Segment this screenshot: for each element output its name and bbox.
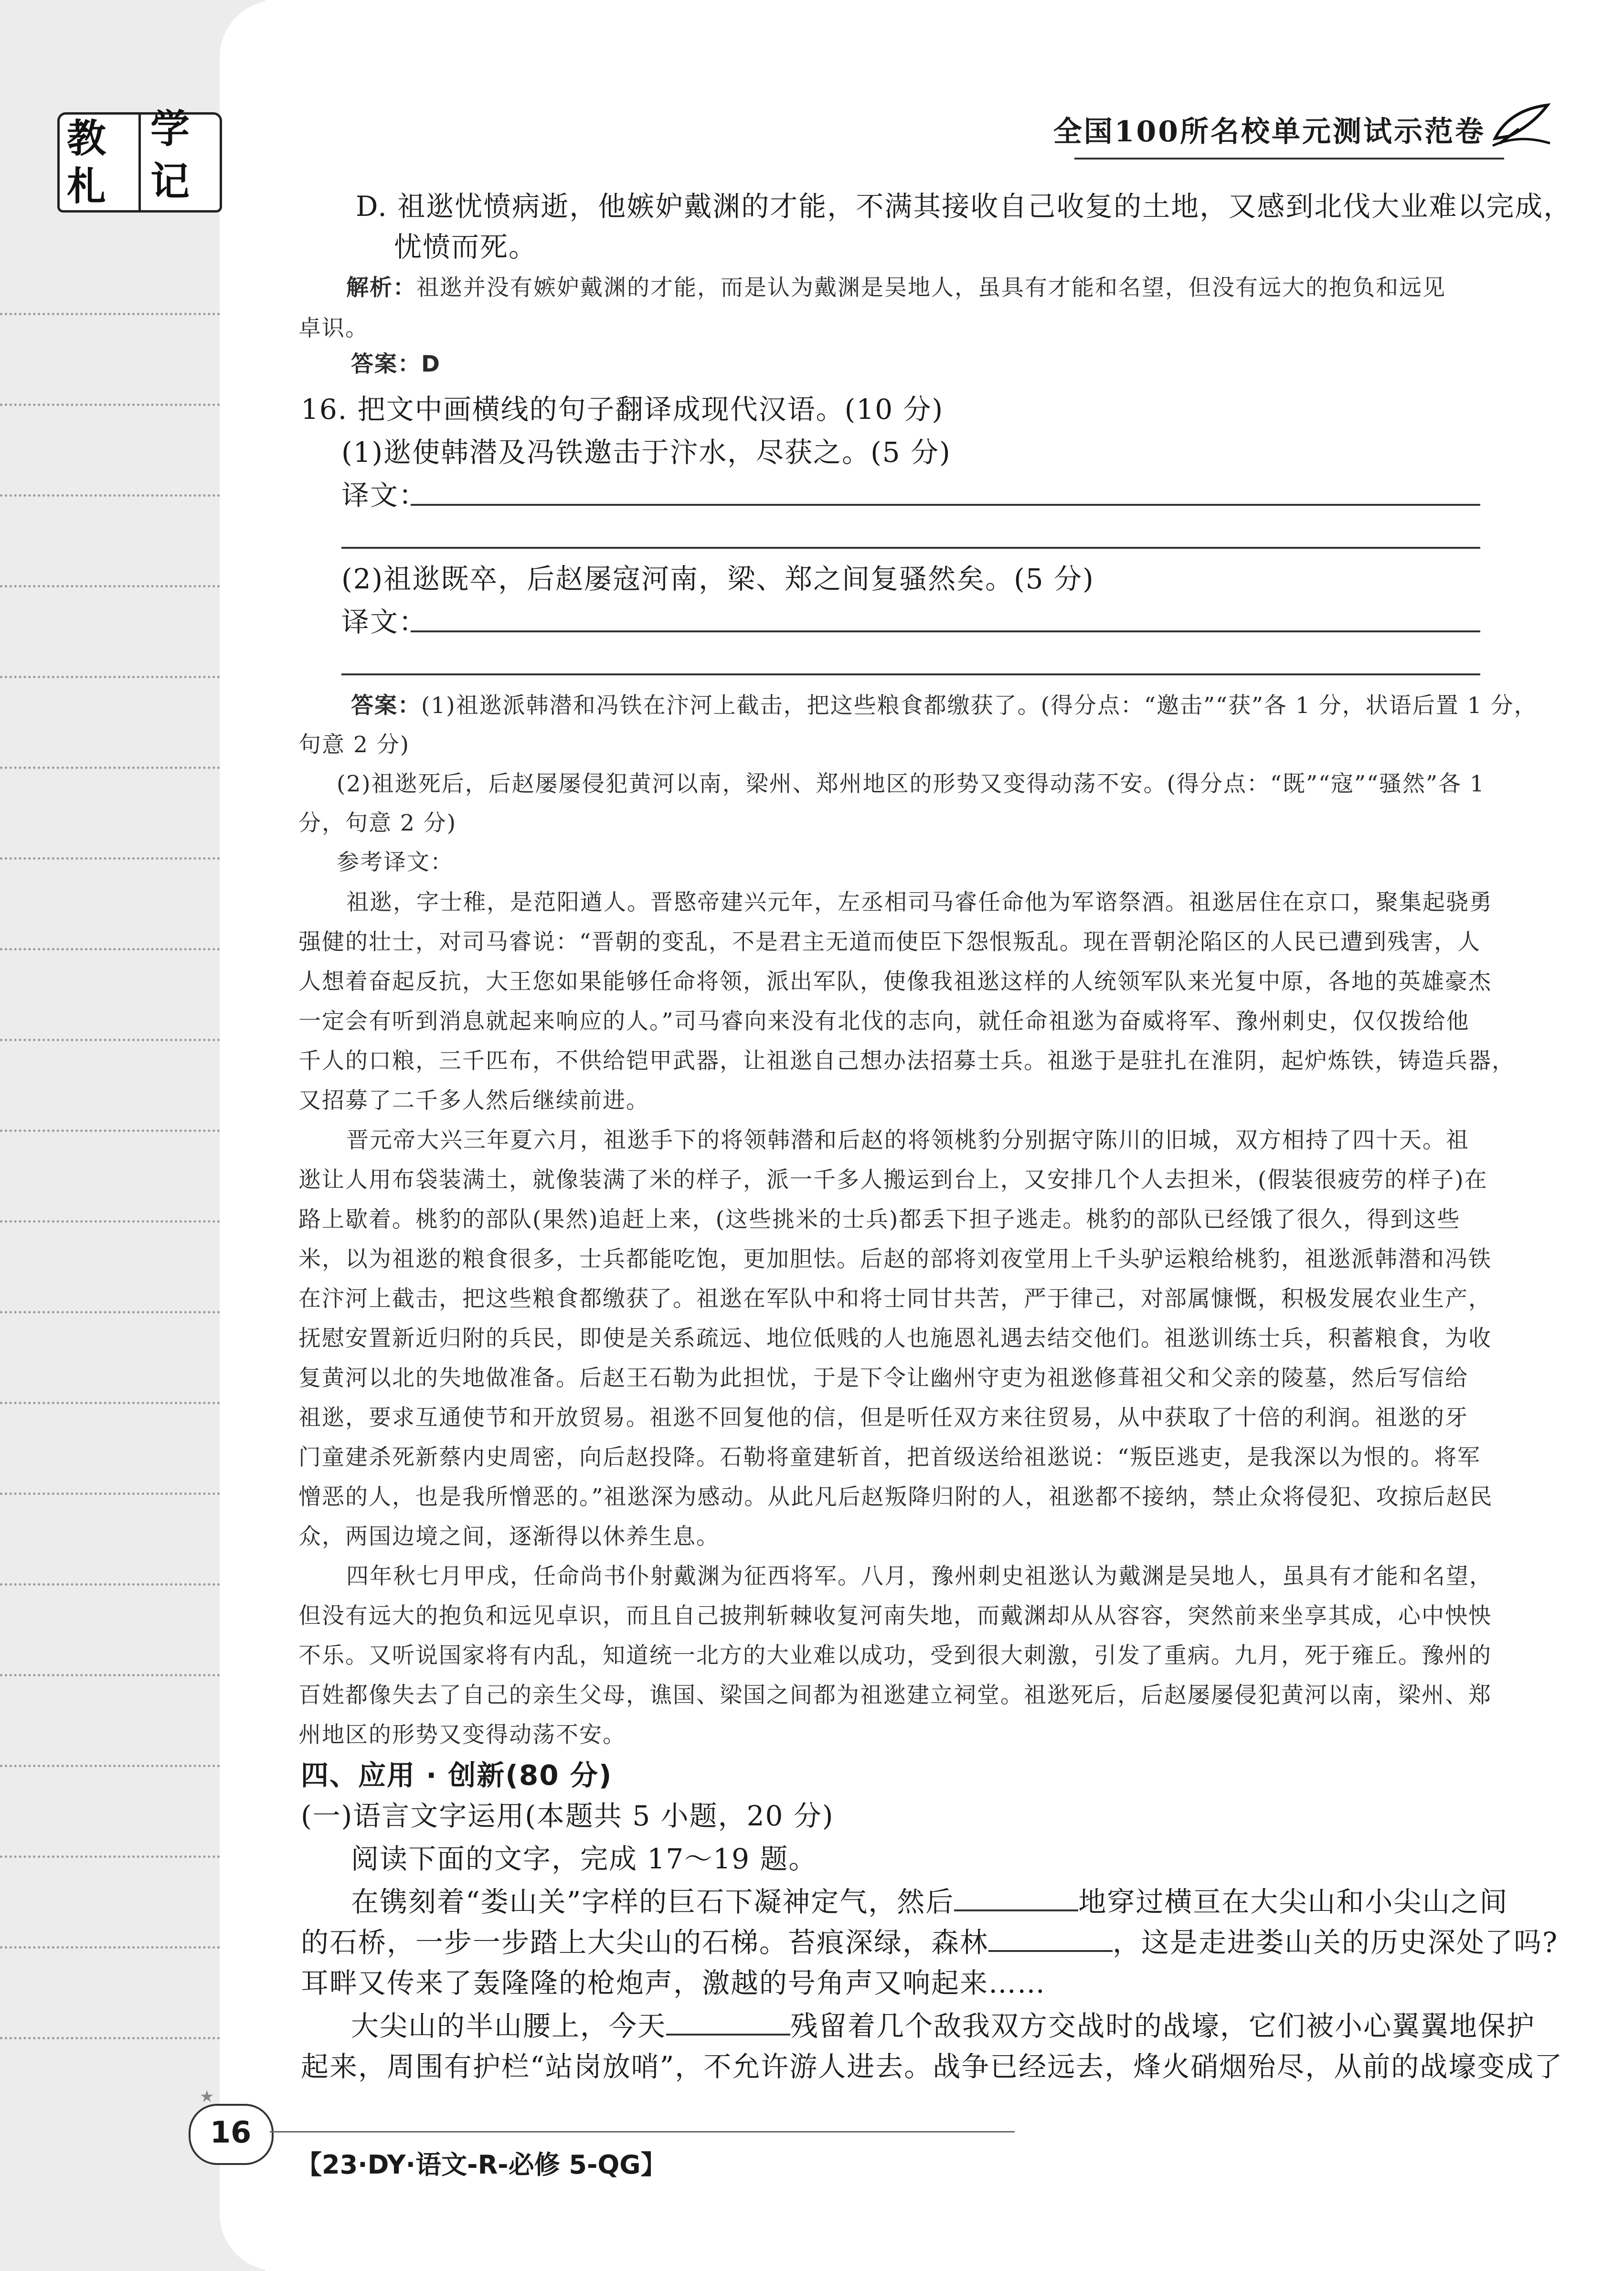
footer-rule <box>270 2131 1015 2132</box>
ref-line: 复黄河以北的失地做准备。后赵王石勒为此担忧，于是下令让幽州守吏为祖逖修葺祖父和父亲的陵墓，然后写信给 <box>298 1365 1468 1391</box>
note-line <box>0 1220 248 1223</box>
instruction: 阅读下面的文字，完成 17～19 题。 <box>351 1843 817 1875</box>
ref-line: 在汴河上截击，把这些粮食都缴获了。祖逖在军队中和将士同甘共苦，严于律己，对部属慷慨，积极发展农业生产， <box>298 1286 1492 1312</box>
option-d-line: D. 祖逖忧愤病逝，他嫉妒戴渊的才能，不满其接收自己收复的土地，又感到北伐大业难以完成， <box>356 190 1572 223</box>
page-number: 16 <box>210 2115 252 2150</box>
ref-line: 晋元帝大兴三年夏六月，祖逖手下的将领韩潜和后赵的将领桃豹分别据守陈川的旧城，双方相持了四十天。祖 <box>346 1127 1469 1153</box>
answer-blank-line[interactable] <box>411 630 1480 632</box>
passage-text: 起来，周围有护栏“站岗放哨”，不允许游人进去。战争已经远去，烽火硝烟殆尽，从前的战壕变成了 <box>301 2050 1563 2083</box>
answer-label: 答案： <box>351 693 421 719</box>
note-line <box>0 1311 248 1313</box>
note-line <box>0 1493 248 1495</box>
note-line <box>0 494 248 497</box>
note-line <box>0 1855 248 1858</box>
translate-label: 译文： <box>341 606 428 638</box>
quill-icon <box>1490 100 1552 148</box>
note-line <box>0 857 248 860</box>
note-line <box>0 585 248 587</box>
ref-line: 强健的壮士，对司马睿说：“晋朝的变乱，不是君主无道而使臣下怨恨叛乱。现在晋朝沦陷区的人民已遭到残害，人 <box>298 929 1481 955</box>
ref-line: 米，以为祖逖的粮食很多，士兵都能吃饱，更加胆怯。后赵的部将刘夜堂用上千头驴运粮给桃豹，祖逖派韩潜和冯铁 <box>298 1246 1492 1272</box>
ref-line: 憎恶的人，也是我所憎恶的。”祖逖深为感动。从此凡后赵叛降归附的人，祖逖都不接纳，禁止众将侵犯、攻掠后赵民 <box>298 1484 1493 1510</box>
answer-text: 分，句意 2 分) <box>298 810 457 836</box>
series-title: 全国100所名校单元测试示范卷 <box>1053 115 1486 149</box>
section-subheading: (一)语言文字运用(本题共 5 小题，20 分) <box>301 1800 834 1832</box>
note-line <box>0 1039 248 1041</box>
ref-line: 州地区的形势又变得动荡不安。 <box>298 1722 626 1748</box>
ref-line: 一定会有听到消息就起来响应的人。”司马睿向来没有北伐的志向，就任命祖逖为奋威将军、豫州刺史，仅仅拨给他 <box>298 1008 1470 1034</box>
passage-text: ，这是走进娄山关的历史深处了吗? <box>1113 1926 1559 1959</box>
note-line <box>0 1946 248 1949</box>
ref-line: 又招募了二千多人然后继续前进。 <box>298 1088 649 1114</box>
answer-blank-line[interactable] <box>341 673 1480 675</box>
note-line <box>0 1765 248 1767</box>
analysis-label: 解析： <box>346 275 416 301</box>
translate-label: 译文： <box>341 479 428 512</box>
note-line <box>0 767 248 769</box>
option-d-line: 忧愤而死。 <box>394 231 538 263</box>
ref-line: 祖逖，要求互通使节和开放贸易。祖逖不回复他的信，但是听任双方来往贸易，从中获取了十倍的利润。祖逖的牙 <box>298 1405 1468 1431</box>
ref-line: 四年秋七月甲戌，任命尚书仆射戴渊为征西将军。八月，豫州刺史祖逖认为戴渊是吴地人，虽具有才能和名望， <box>346 1563 1493 1589</box>
question-16-sub1: (1)逖使韩潜及冯铁邀击于汴水，尽获之。(5 分) <box>341 436 951 469</box>
analysis-text: 卓识。 <box>298 315 369 341</box>
note-line <box>0 1583 248 1586</box>
reference-label: 参考译文： <box>337 849 454 875</box>
notebook-char: 学 <box>150 106 190 152</box>
footer-code: 【23·DY·语文-R-必修 5-QG】 <box>296 2150 667 2180</box>
fill-blank[interactable] <box>988 1925 1113 1952</box>
answer-text: 句意 2 分) <box>298 732 410 758</box>
note-line <box>0 2037 248 2039</box>
ref-line: 路上歇着。桃豹的部队(果然)追赶上来，(这些挑米的士兵)都丢下担子逃走。桃豹的部队已经饿了很久，得到这些 <box>298 1206 1461 1233</box>
ref-line: 逖让人用布袋装满土，就像装满了米的样子，派一千多人搬运到台上，又安排几个人去担米，(假装很疲劳的样子)在 <box>298 1167 1488 1193</box>
ref-line: 不乐。又听说国家将有内乱，知道统一北方的大业难以成功，受到很大刺激，引发了重病。九月，死于雍丘。豫州的 <box>298 1642 1492 1669</box>
fill-blank[interactable] <box>954 1885 1078 1911</box>
page-edge <box>220 0 277 2271</box>
note-line <box>0 1674 248 1676</box>
question-16-stem: 16. 把文中画横线的句子翻译成现代汉语。(10 分) <box>301 393 944 426</box>
notebook-char: 札 <box>67 163 106 209</box>
ref-line: 抚慰安置新近归附的兵民，即使是关系疏远、地位低贱的人也施恩礼遇去结交他们。祖逖训练士兵，积蓄粮食，为收 <box>298 1325 1492 1352</box>
question-16-sub2: (2)祖逖既卒，后赵屡寇河南，梁、郑之间复骚然矣。(5 分) <box>341 563 1094 595</box>
note-line <box>0 404 248 406</box>
notebook-char: 教 <box>67 116 106 161</box>
answer-blank-line[interactable] <box>341 547 1480 549</box>
ref-line: 门童建杀死新蔡内史周密，向后赵投降。石勒将童建斩首，把首级送给祖逖说：“叛臣逃吏，是我深以为恨的。将军 <box>298 1444 1481 1471</box>
answer-text: (2)祖逖死后，后赵屡屡侵犯黄河以南，梁州、郑州地区的形势又变得动荡不安。(得分点：“既”“寇”“骚然”各 1 <box>337 771 1485 797</box>
ref-line: 人想着奋起反抗，大王您如果能够任命将领，派出军队，使像我祖逖这样的人统领军队来光复中原，各地的英雄豪杰 <box>298 969 1492 995</box>
passage-text: 耳畔又传来了轰隆隆的枪炮声，激越的号角声又响起来…… <box>301 1967 1046 1999</box>
note-line <box>0 676 248 678</box>
note-line <box>0 1402 248 1404</box>
fill-blank[interactable] <box>666 2009 790 2036</box>
ref-line: 千人的口粮，三千匹布，不供给铠甲武器，让祖逖自己想办法招募士兵。祖逖于是驻扎在淮阴，起炉炼铁，铸造兵器， <box>298 1048 1515 1074</box>
notebook-char: 记 <box>150 159 190 204</box>
notebook-icon <box>53 103 224 213</box>
section-heading: 四、应用 · 创新(80 分) <box>301 1759 613 1791</box>
passage-text: 在镌刻着“娄山关”字样的巨石下凝神定气，然后 <box>351 1886 955 1918</box>
answer-value: D <box>421 351 441 377</box>
passage-text: 的石桥，一步一步踏上大尖山的石梯。苔痕深绿，森林 <box>301 1926 989 1959</box>
ref-line: 祖逖，字士稚，是范阳遒人。晋愍帝建兴元年，左丞相司马睿任命他为军谘祭酒。祖逖居住在京口，聚集起骁勇 <box>346 889 1493 916</box>
star-icon: ★ <box>200 2087 214 2106</box>
ref-line: 众，两国边境之间，逐渐得以休养生息。 <box>298 1524 720 1550</box>
answer-text: (1)祖逖派韩潜和冯铁在汴河上截击，把这些粮食都缴获了。(得分点：“邀击”“获”各 1 分，状语后置 1 分， <box>421 693 1538 719</box>
note-line <box>0 313 248 315</box>
passage-text: 地穿过横亘在大尖山和小尖山之间 <box>1078 1886 1508 1918</box>
note-line <box>0 948 248 950</box>
analysis-text: 祖逖并没有嫉妒戴渊的才能，而是认为戴渊是吴地人，虽具有才能和名望，但没有远大的抱负和远见 <box>416 275 1446 301</box>
ref-line: 百姓都像失去了自己的亲生父母，谯国、梁国之间都为祖逖建立祠堂。祖逖死后，后赵屡屡侵犯黄河以南，梁州、郑 <box>298 1682 1492 1708</box>
passage-text: 大尖山的半山腰上，今天 <box>351 2010 667 2042</box>
header-rule <box>1074 158 1504 160</box>
ref-line: 但没有远大的抱负和远见卓识，而且自己披荆斩棘收复河南失地，而戴渊却从从容容，突然前来坐享其成，心中怏怏 <box>298 1603 1492 1629</box>
answer-blank-line[interactable] <box>411 504 1480 506</box>
answer-label: 答案： <box>351 351 421 377</box>
passage-text: 残留着几个敌我双方交战时的战壕，它们被小心翼翼地保护 <box>790 2010 1536 2042</box>
note-line <box>0 1130 248 1132</box>
